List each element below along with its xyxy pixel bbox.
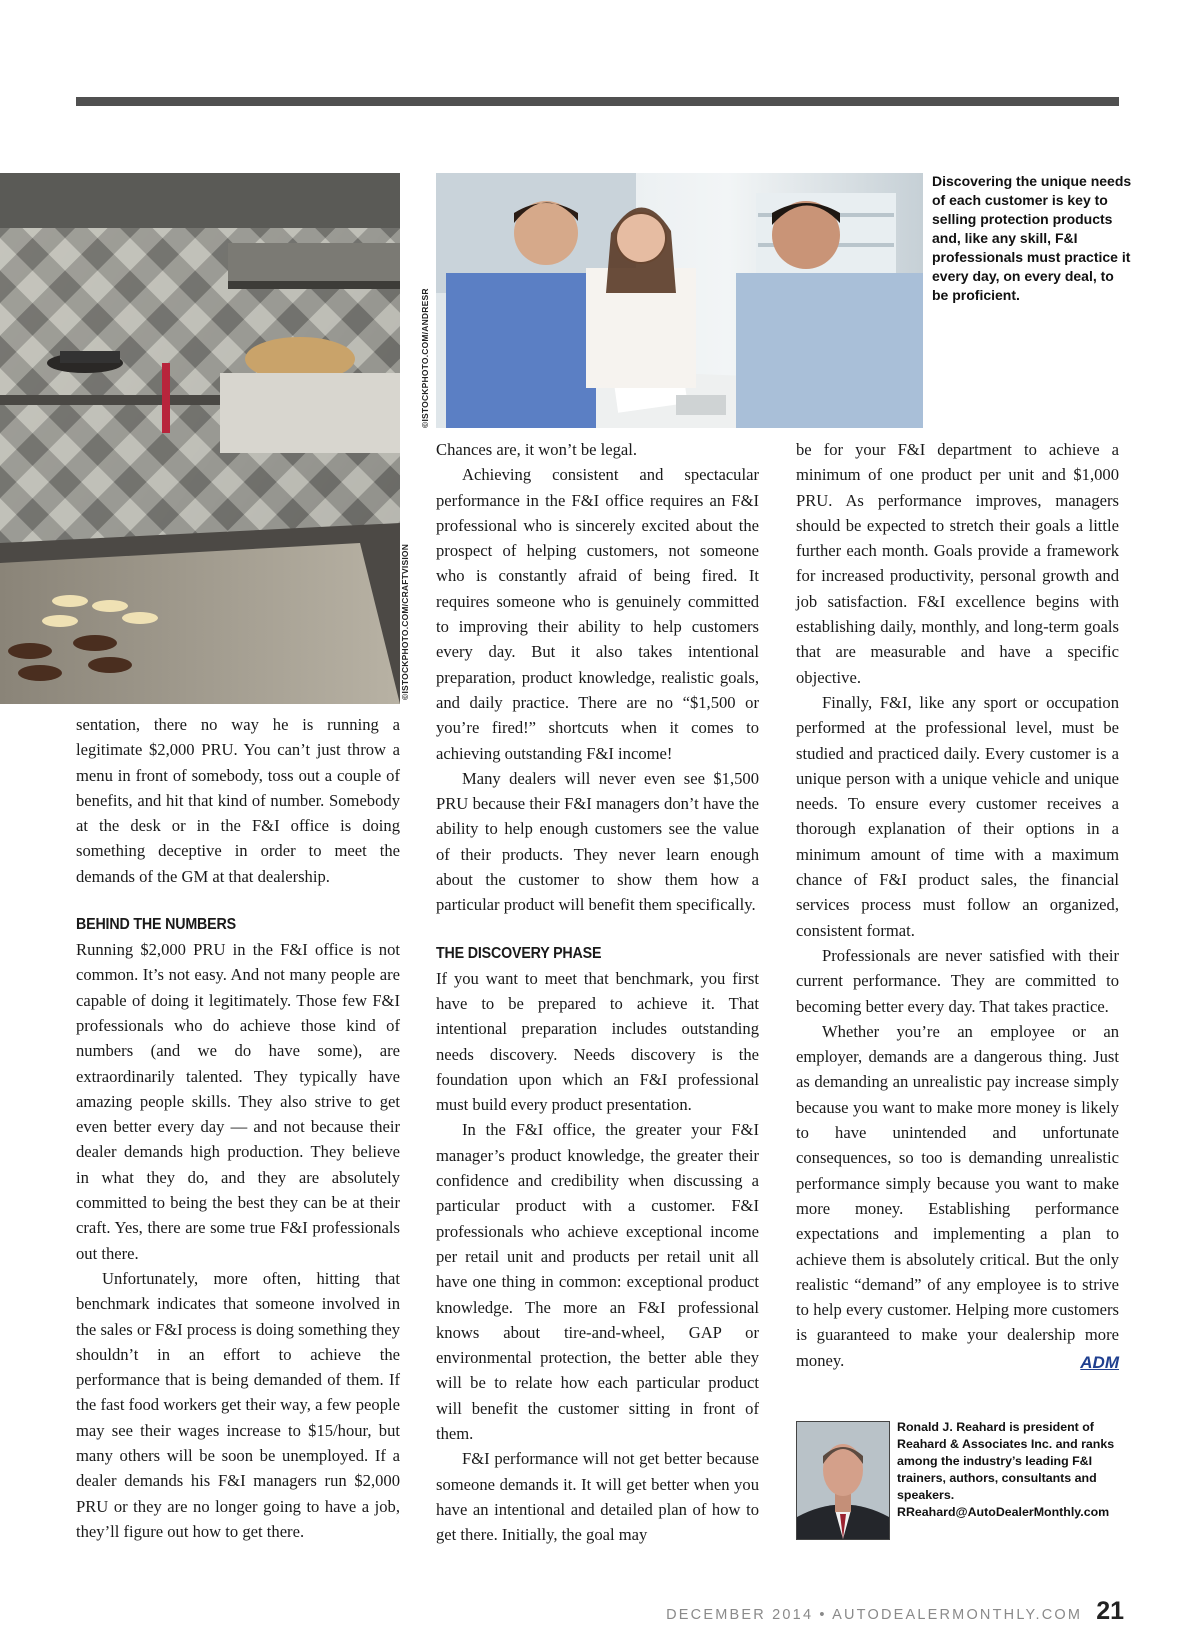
body-paragraph: Running $2,000 PRU in the F&I office is not common. It’s not easy. And not many people are capable of doing it legitimately. Those few F&I professionals who do achieve those kind of numbers (and we do have some), are extraordinarily talented. They typically have amazing people skills. They also strive to get even better every day — and not because their dealer demands high production. They believe in what they do, and they are absolutely committed to being the best they can be at their craft. Yes, there are some true F&I professionals out there. xyxy=(76,940,400,1263)
body-paragraph-text: Whether you’re an employee or an employer, demands are a dangerous thing. Just as demanding an unrealistic pay increase simply because you want to make more money is likely to have unintended and unfortunate consequences, so too is demanding unrealistic performance simply because you want to make more money. Establishing performance expectations and implementing a plan to achieve them is absolutely critical. But the only realistic “demand” of any employee is to strive to help every customer. Helping more customers is guaranteed to make your dealership more money. xyxy=(796,1021,1119,1370)
body-paragraph: In the F&I office, the greater your F&I manager’s product knowledge, the greater their confidence and credibility when discussing a particular product with a customer. F&I professionals who achieve exceptional income per retail unit and products per retail unit all have one thing in common: exceptional product knowledge. The more an F&I professional knows about tire-and-wheel, GAP or environmental protection, the better able they will be to relate how each particular product will benefit the customer sitting in front of them. xyxy=(436,1120,759,1443)
author-bio xyxy=(796,1419,1119,1541)
kitchen-photo xyxy=(0,173,400,704)
photo-credit-dealership: ©ISTOCKPHOTO.COM/ANDRESR xyxy=(420,288,430,428)
body-paragraph: Finally, F&I, like any sport or occupation performed at the professional level, must be studied and practiced daily. Every customer is a unique person with a unique vehicle and unique needs. To ensure every customer receives a thorough explanation of their options in a minimum amount of time with a maximum chance of F&I product sales, the financial services process must follow an organized, consistent format. xyxy=(796,692,1119,940)
body-paragraph: be for your F&I department to achieve a minimum of one product per unit and $1,000 PRU. As performance improves, managers should be expected to stretch their goals a little further each month. Goals provide a framework for increased productivity, personal growth and job satisfaction. F&I excellence begins with establishing daily, monthly, and long-term goals that are measurable and have a specific objective. xyxy=(796,440,1119,687)
article-column-right xyxy=(796,437,1119,1375)
page-footer xyxy=(666,1597,1124,1626)
article-column-left xyxy=(76,712,400,1544)
section-heading-discovery-phase: THE DISCOVERY PHASE xyxy=(436,944,602,962)
author-photo xyxy=(796,1421,890,1540)
section-heading-behind-the-numbers: BEHIND THE NUMBERS xyxy=(76,916,236,934)
publication-info: DECEMBER 2014 • AUTODEALERMONTHLY.COM xyxy=(666,1607,1083,1623)
author-bio-text xyxy=(897,1419,1119,1521)
body-paragraph: If you want to meet that benchmark, you first have to be prepared to achieve it. That intentional preparation includes outstanding needs discovery. Needs discovery is the foundation upon which an F&I professional must build every product presentation. xyxy=(436,968,759,1115)
article-column-middle xyxy=(436,437,759,1547)
body-paragraph: Professionals are never satisfied with their current performance. They are committed to becoming better every day. That takes practice. xyxy=(796,945,1119,1016)
body-paragraph xyxy=(796,1019,1119,1373)
body-paragraph: F&I performance will not get better because someone demands it. It will get better when you have an intentional and detailed plan of how to get there. Initially, the goal may xyxy=(436,1449,759,1545)
body-paragraph: Chances are, it won’t be legal. xyxy=(436,440,638,459)
body-paragraph: Many dealers will never even see $1,500 PRU because their F&I managers don’t have the ability to help enough customers see the value of their products. They never learn enough about the customer to show them how a particular product will benefit them specifically. xyxy=(436,768,759,915)
body-paragraph: Achieving consistent and spectacular performance in the F&I office requires an F&I professional who is sincerely excited about the prospect of helping customers, not someone who is constantly afraid of being fired. It requires someone who is genuinely committed to improving their ability to help customers every day. But it also takes intentional preparation, product knowledge, realistic goals, and daily practice. There are no “$1,500 or you’re fired!” shortcuts when it comes to achieving outstanding F&I income! xyxy=(436,465,759,763)
photo-caption: Discovering the unique needs of each customer is key to selling protection products and, like any skill, F&I professionals must practice it every day, on every deal, to be proficient. xyxy=(932,173,1132,303)
adm-end-mark: ADM xyxy=(1080,1352,1119,1372)
photo-credit-kitchen: ©ISTOCKPHOTO.COM/CRAFTVISION xyxy=(400,543,410,700)
top-rule xyxy=(76,97,1119,106)
body-paragraph: Unfortunately, more often, hitting that benchmark indicates that someone involved in the sales or F&I process is doing something they shouldn’t in an effort to achieve the performance that is being demanded of them. If the fast food workers get their way, a few people may see their wages increase to $15/hour, but many others will be soon be unemployed. If a dealer demands his F&I managers run $2,000 PRU or they are no longer going to have a job, they’ll figure out how to get there. xyxy=(76,1268,400,1541)
page-number: 21 xyxy=(1096,1597,1124,1625)
author-description: Ronald J. Reahard is president of Reahard & Associates Inc. and ranks among the industry’s leading F&I trainers, authors, consultants and speakers. xyxy=(897,1420,1115,1502)
body-paragraph: sentation, there no way he is running a legitimate $2,000 PRU. You can’t just throw a menu in front of somebody, toss out a couple of benefits, and hit that kind of number. Somebody at the desk or in the F&I office is doing something deceptive in order to meet the demands of the GM at that dealership. xyxy=(76,715,400,886)
author-email-link[interactable]: RReahard@AutoDealerMonthly.com xyxy=(897,1505,1110,1519)
dealership-photo xyxy=(436,173,923,428)
